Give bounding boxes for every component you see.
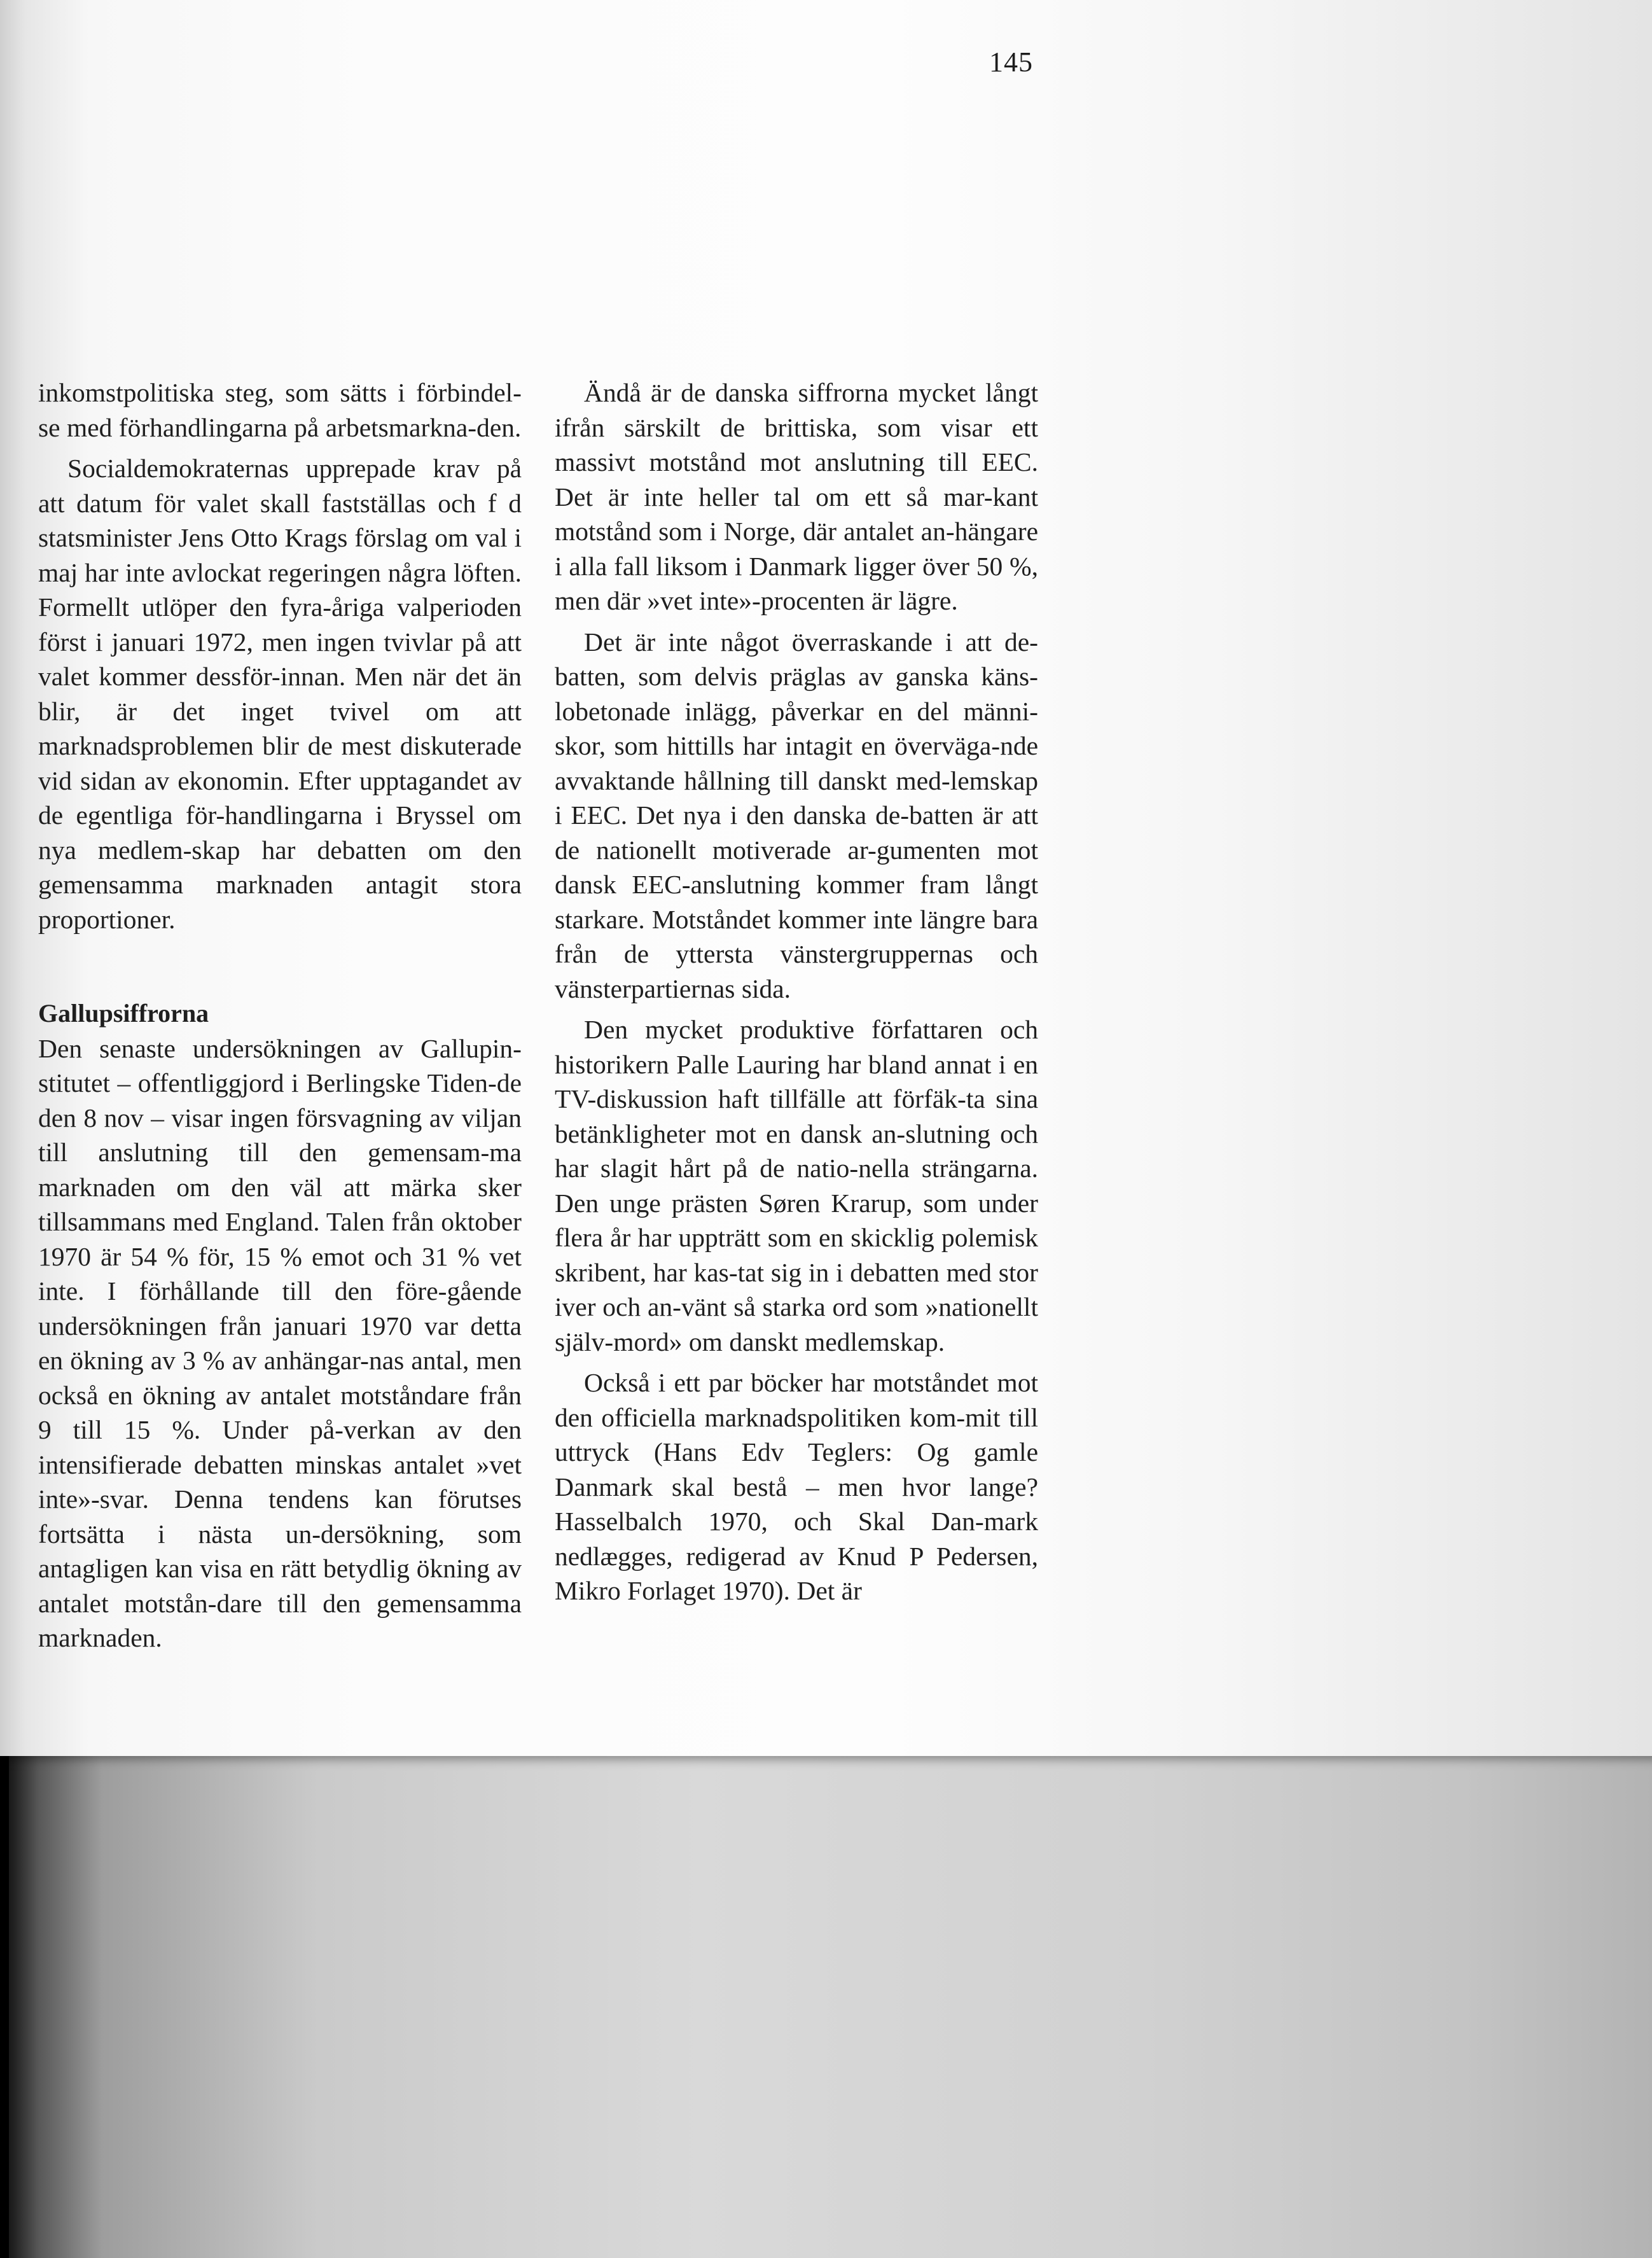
right-text-column xyxy=(555,375,1038,1608)
section-heading: Gallupsiffrorna xyxy=(38,999,209,1028)
right-paragraph-3: Den mycket produktive författaren och historikern Palle Lauring har bland annat i en TV-diskussion haft tillfälle att förfäk-ta sina betänkligheter mot en dansk an-slutning och har slagit hårt på de natio-nella strängarna. Den unge prästen Søren Krarup, som under flera år har uppträtt som en skicklig polemisk skribent, har kas-tat sig in i debatten med stor iver och an-vänt så starka ord som »nationellt själv-mord» om danskt medlemskap. xyxy=(555,1015,1038,1356)
left-paragraph-2: Socialdemokraternas upprepade krav på att datum för valet skall fastställas och f d statsminister Jens Otto Krags förslag om val i maj har inte avlockat regeringen några löften. Formellt utlöper den fyra-åriga valperioden först i januari 1972, men ingen tvivlar på att valet kommer dessför-innan. Men när det än blir, är det inget tvivel om att marknadsproblemen blir de mest diskuterade vid sidan av ekonomin. Efter upptagandet av de egentliga för-handlingarna i Bryssel om nya medlem-skap har debatten om den gemensamma marknaden antagit stora proportioner. xyxy=(38,454,522,934)
left-paragraph-1: inkomstpolitiska steg, som sätts i förbindel-se med förhandlingarna på arbetsmarkna-den. xyxy=(38,378,522,442)
right-paragraph-4: Också i ett par böcker har motståndet mot den officiella marknadspolitiken kom-mit till uttryck (Hans Edv Teglers: Og gamle Danmark skal bestå – men hvor lange? Hasselbalch 1970, och Skal Dan-mark nedlægges, redigerad av Knud P Pedersen, Mikro Forlaget 1970). Det är xyxy=(555,1368,1038,1605)
left-paragraph-3: Den senaste undersökningen av Gallupin-stitutet – offentliggjord i Berlingske Tiden-de den 8 nov – visar ingen försvagning av viljan till anslutning till den gemensam-ma marknaden om den väl att märka sker tillsammans med England. Talen från oktober 1970 är 54 % för, 15 % emot och 31 % vet inte. I förhållande till den före-gående undersökningen från januari 1970 var detta en ökning av 3 % av anhängar-nas antal, men också en ökning av antalet motståndare från 9 till 15 %. Under på-verkan av den intensifierade debatten minskas antalet »vet inte»-svar. Denna tendens kan förutses fortsätta i nästa un-dersökning, som antagligen kan visa en rätt betydlig ökning av antalet motstån-dare till den gemensamma marknaden. xyxy=(38,1033,522,1652)
book-spine-shadow xyxy=(0,1756,9,2258)
scanner-background-lower xyxy=(0,1756,1652,2258)
right-paragraph-2: Det är inte något överraskande i att de-batten, som delvis präglas av ganska käns-lobetonade inlägg, påverkar en del männi-skor, som hittills har intagit en överväga-nde avvaktande hållning till danskt med-lemskap i EEC. Det nya i den danska de-batten är att de nationellt motiverade ar-gumenten mot dansk EEC-anslutning kommer fram långt starkare. Motståndet kommer inte längre bara från de yttersta vänstergruppernas och vänsterpartiernas sida. xyxy=(555,627,1038,1003)
left-text-column xyxy=(38,375,522,1655)
right-paragraph-1: Ändå är de danska siffrorna mycket långt ifrån särskilt de brittiska, som visar ett massivt motstånd mot anslutning till EEC. Det är inte heller tal om ett så mar-kant motstånd som i Norge, där antalet an-hängare i alla fall liksom i Danmark ligger över 50 %, men där »vet inte»-procenten är lägre. xyxy=(555,378,1038,615)
page-number: 145 xyxy=(989,46,1033,78)
